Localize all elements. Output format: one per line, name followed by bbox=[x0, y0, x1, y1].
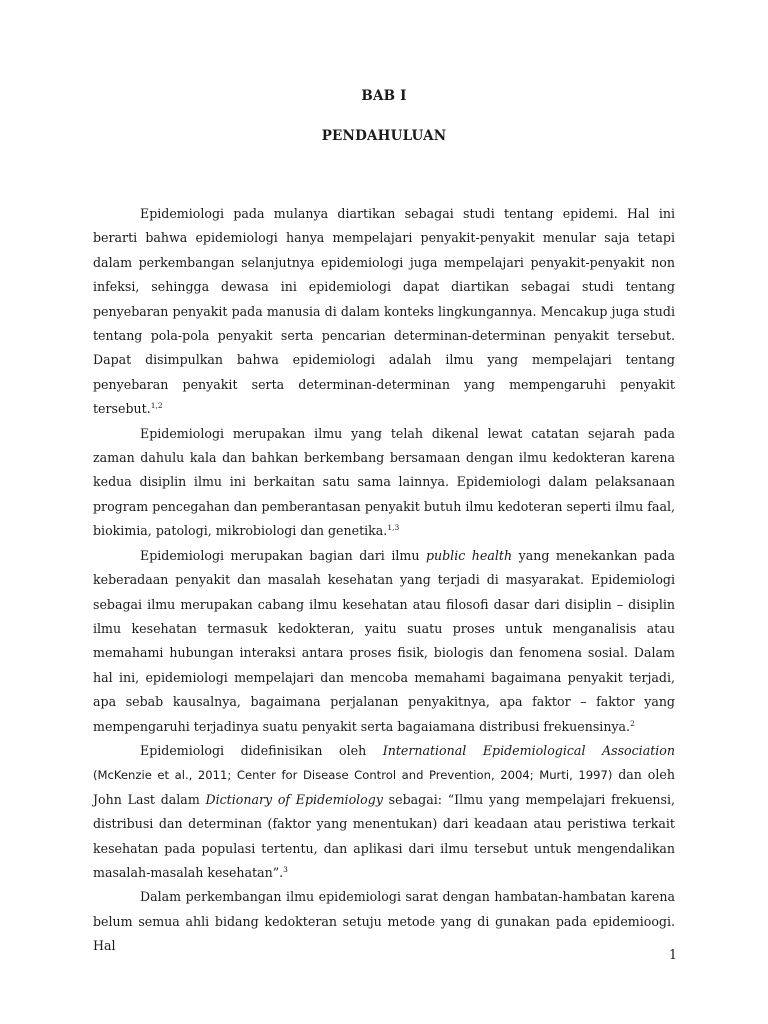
text-run: sebagai: “Ilmu yang mempelajari frekuensi, distribusi dan determinan (faktor yang menentukan) dari keadaan atau peristiwa terkait kesehatan pada populasi tertentu, dan aplikasi dari ilmu tersebut untuk mengendalikan masalah-masalah kesehatan”. bbox=[93, 791, 676, 880]
body-text bbox=[93, 202, 675, 959]
text-run: (McKenzie et al., 2011; Center for Disease Control and Prevention, 2004; Murti, 1997) bbox=[93, 768, 613, 783]
paragraph bbox=[93, 885, 675, 958]
paragraph bbox=[93, 202, 675, 422]
citation-superscript: 2 bbox=[630, 718, 635, 728]
section-heading: PENDAHULUAN bbox=[321, 128, 447, 144]
text-run: dan oleh John Last dalam bbox=[93, 767, 675, 807]
text-run: yang menekankan pada keberadaan penyakit dan masalah kesehatan yang terjadi di masyarakat. Epidemiologi sebagai ilmu merupakan cabang ilmu kesehatan atau filosofi dasar dari disiplin – disiplin ilmu kesehatan termasuk kedokteran, yaitu suatu proses untuk menganalisis atau memahami hubungan interaksi antara proses fisik, biologis dan fenomena sosial. Dalam hal ini, epidemiologi mempelajari dan mencoba memahami bagaimana penyakit terjadi, apa sebab kausalnya, bagaimana perjalanan penyakitnya, apa faktor – faktor yang mempengaruhi terjadinya suatu penyakit serta bagaiamana distribusi frekuensinya. bbox=[93, 547, 675, 734]
citation-superscript: 3 bbox=[283, 864, 288, 874]
citation-superscript: 1,2 bbox=[150, 401, 163, 411]
italic-term: International Epidemiological Association bbox=[382, 742, 675, 758]
paragraph bbox=[93, 739, 675, 885]
paragraph bbox=[93, 544, 675, 739]
italic-term: public health bbox=[425, 547, 513, 563]
paragraph bbox=[93, 422, 675, 544]
italic-term: Dictionary of Epidemiology bbox=[205, 791, 383, 807]
text-run: Epidemiologi pada mulanya diartikan sebagai studi tentang epidemi. Hal ini berarti bahwa epidemiologi hanya mempelajari penyakit-penyakit menular saja tetapi dalam perkembangan selanjutnya epidemiologi juga mempelajari penyakit-penyakit non infeksi, sehingga dewasa ini epidemiologi dapat diartikan sebagai studi tentang penyebaran penyakit pada manusia di dalam konteks lingkungannya. Mencakup juga studi tentang pola-pola penyakit serta pencarian determinan-determinan penyakit tersebut. Dapat disimpulkan bahwa epidemiologi adalah ilmu yang mempelajari tentang penyebaran penyakit serta determinan-determinan yang mempengaruhi penyakit tersebut. bbox=[93, 206, 675, 417]
chapter-heading: BAB I bbox=[361, 88, 407, 104]
text-run: Epidemiologi didefinisikan oleh bbox=[140, 742, 383, 758]
text-run: Epidemiologi merupakan bagian dari ilmu bbox=[140, 547, 426, 563]
text-run: Dalam perkembangan ilmu epidemiologi sarat dengan hambatan-hambatan karena belum semua ahli bidang kedokteran setuju metode yang di gunakan pada epidemioogi. Hal bbox=[93, 889, 675, 954]
text-run: Epidemiologi merupakan ilmu yang telah dikenal lewat catatan sejarah pada zaman dahulu kala dan bahkan berkembang bersamaan dengan ilmu kedokteran karena kedua disiplin ilmu ini berkaitan satu sama lainnya. Epidemiologi dalam pelaksanaan program pencegahan dan pemberantasan penyakit butuh ilmu kedoteran seperti ilmu faal, biokimia, patologi, mikrobiologi dan genetika. bbox=[93, 425, 675, 539]
page-number: 1 bbox=[668, 947, 677, 962]
citation-superscript: 1,3 bbox=[387, 523, 400, 533]
